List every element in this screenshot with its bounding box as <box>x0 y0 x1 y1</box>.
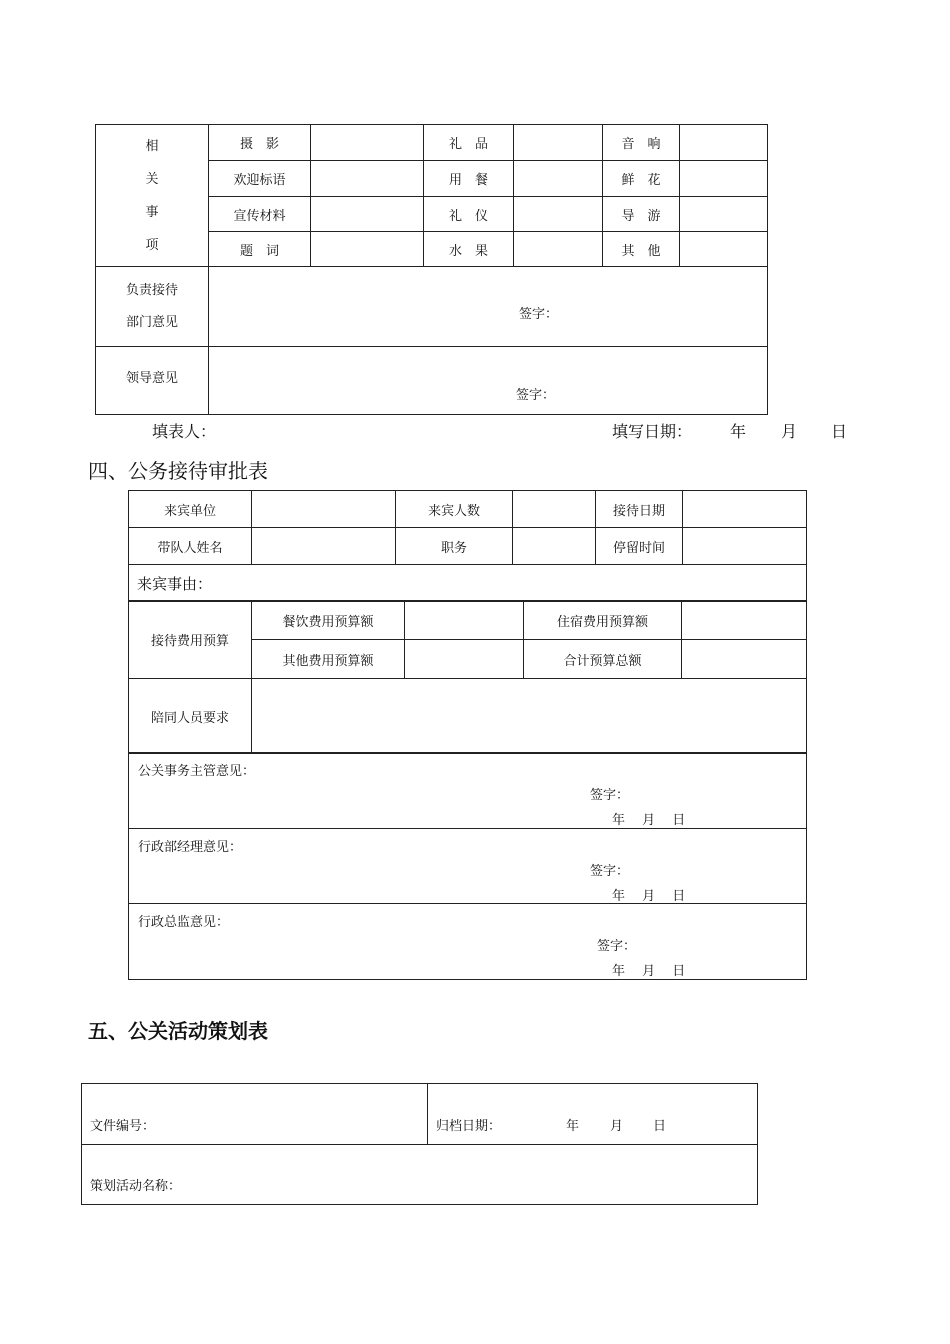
admin-manager-sign-label: 签字： <box>590 864 630 879</box>
pr-supervisor-opinion[interactable] <box>129 753 807 829</box>
admin-manager-opinion[interactable] <box>129 829 807 904</box>
leader-name-field[interactable] <box>252 528 396 565</box>
archive-month: 月 <box>610 1119 624 1134</box>
visitor-count-field[interactable] <box>513 491 596 528</box>
visit-reason-field[interactable] <box>129 565 807 602</box>
item-value[interactable] <box>311 232 424 267</box>
item-value[interactable] <box>514 125 603 161</box>
budget-label: 接待费用预算 <box>129 601 252 679</box>
doc-no-field[interactable] <box>82 1084 428 1145</box>
position-field[interactable] <box>513 528 596 565</box>
activity-name-label: 策划活动名称： <box>90 1179 182 1194</box>
item-label: 摄 影 <box>209 125 311 161</box>
admin-manager-label: 行政部经理意见： <box>138 840 243 855</box>
item-value[interactable] <box>311 197 424 232</box>
accompany-field[interactable] <box>252 679 807 754</box>
item-label: 礼 仪 <box>424 197 514 232</box>
admin-director-label: 行政总监意见： <box>138 915 230 930</box>
visitor-unit-label: 来宾单位 <box>129 491 252 528</box>
item-label: 导 游 <box>603 197 680 232</box>
item-value[interactable] <box>680 232 768 267</box>
item-label: 鲜 花 <box>603 161 680 197</box>
total-budget-field[interactable] <box>682 640 807 679</box>
archive-year: 年 <box>566 1119 580 1134</box>
leader-opinion-label: 领导意见 <box>96 347 209 415</box>
item-label: 题 词 <box>209 232 311 267</box>
item-value[interactable] <box>514 197 603 232</box>
item-value[interactable] <box>514 232 603 267</box>
item-value[interactable] <box>680 125 768 161</box>
pr-date-label: 年 月 日 <box>612 813 686 828</box>
filler-label: 填表人： <box>152 422 217 441</box>
item-value[interactable] <box>680 197 768 232</box>
dept-opinion-field[interactable] <box>209 267 768 347</box>
section4-title: 四、公务接待审批表 <box>88 459 268 483</box>
item-value[interactable] <box>311 161 424 197</box>
archive-date-label: 归档日期： <box>436 1119 502 1134</box>
admin-manager-date-label: 年 月 日 <box>612 889 686 904</box>
related-items-label: 相 关 事 项 <box>96 125 209 267</box>
stay-time-field[interactable] <box>683 528 807 565</box>
position-label: 职务 <box>396 528 513 565</box>
leader-opinion-field[interactable] <box>209 347 768 415</box>
budget-table <box>128 600 807 754</box>
item-label: 宣传材料 <box>209 197 311 232</box>
pr-sign-label: 签字： <box>590 788 630 803</box>
archive-day: 日 <box>653 1119 667 1134</box>
item-label: 水 果 <box>424 232 514 267</box>
accompany-label: 陪同人员要求 <box>129 679 252 754</box>
lodging-budget-label: 住宿费用预算额 <box>524 601 682 640</box>
visit-reason-label: 来宾事由： <box>137 574 213 593</box>
leader-sign-label: 签字： <box>516 388 556 403</box>
item-label: 音 响 <box>603 125 680 161</box>
reception-date-label: 接待日期 <box>596 491 683 528</box>
item-value[interactable] <box>311 125 424 161</box>
item-label: 欢迎标语 <box>209 161 311 197</box>
dept-opinion-label: 负责接待 部门意见 <box>96 267 209 347</box>
fill-date-year: 年 <box>730 422 747 441</box>
admin-director-sign-label: 签字： <box>597 939 637 954</box>
other-budget-field[interactable] <box>405 640 524 679</box>
total-budget-label: 合计预算总额 <box>524 640 682 679</box>
item-value[interactable] <box>680 161 768 197</box>
lodging-budget-field[interactable] <box>682 601 807 640</box>
doc-no-label: 文件编号： <box>90 1119 156 1134</box>
meal-budget-label: 餐饮费用预算额 <box>252 601 405 640</box>
admin-director-date-label: 年 月 日 <box>612 964 686 979</box>
archive-date-field[interactable] <box>428 1084 758 1145</box>
visitor-unit-field[interactable] <box>252 491 396 528</box>
dept-sign-label: 签字： <box>519 307 559 322</box>
pr-supervisor-label: 公关事务主管意见： <box>138 764 256 779</box>
leader-name-label: 带队人姓名 <box>129 528 252 565</box>
activity-name-field[interactable] <box>82 1145 758 1205</box>
visitor-info-table <box>128 490 807 602</box>
item-label: 礼 品 <box>424 125 514 161</box>
item-label: 用 餐 <box>424 161 514 197</box>
stay-time-label: 停留时间 <box>596 528 683 565</box>
fill-date-day: 日 <box>831 422 848 441</box>
fill-date-label: 填写日期： <box>612 422 693 441</box>
reception-date-field[interactable] <box>683 491 807 528</box>
meal-budget-field[interactable] <box>405 601 524 640</box>
other-budget-label: 其他费用预算额 <box>252 640 405 679</box>
admin-director-opinion[interactable] <box>129 904 807 980</box>
item-label: 其 他 <box>603 232 680 267</box>
fill-date-month: 月 <box>781 422 798 441</box>
visitor-count-label: 来宾人数 <box>396 491 513 528</box>
pr-activity-table <box>81 1083 758 1205</box>
section5-title: 五、公关活动策划表 <box>88 1019 268 1043</box>
opinions-table <box>128 752 807 980</box>
item-value[interactable] <box>514 161 603 197</box>
related-items-table <box>95 124 768 415</box>
